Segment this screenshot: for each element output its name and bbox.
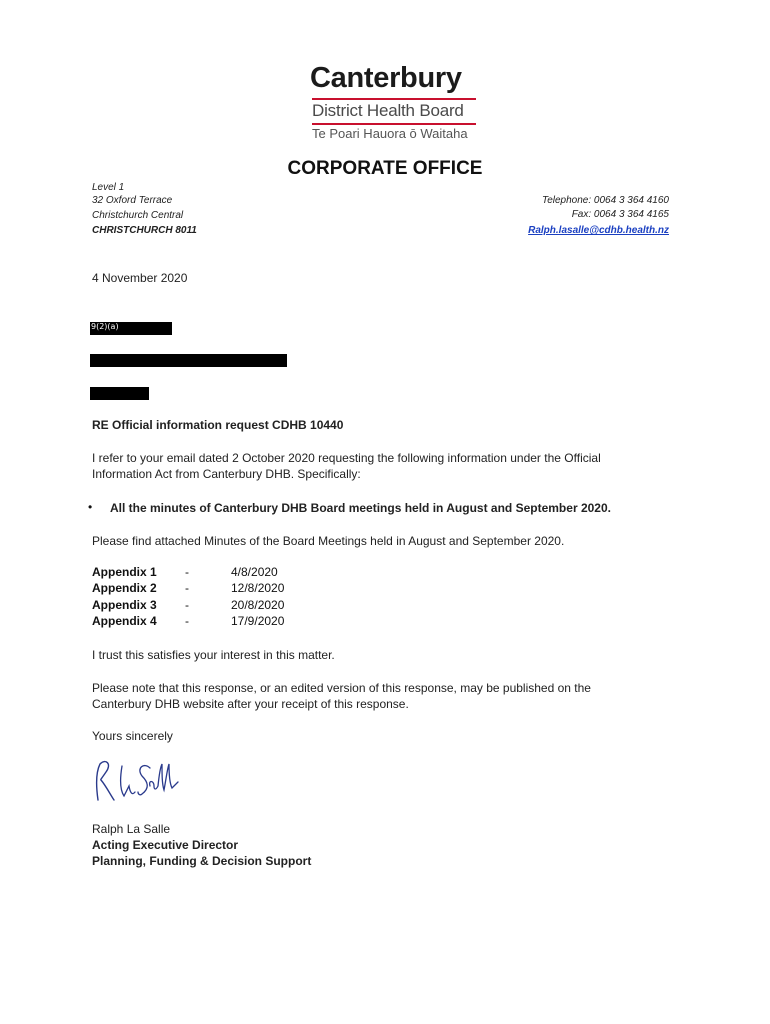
bullet-icon: • xyxy=(88,500,93,514)
appendix-date: 17/9/2020 xyxy=(231,614,285,628)
logo-name: Canterbury xyxy=(310,62,462,94)
page-title: CORPORATE OFFICE xyxy=(287,158,483,179)
address-line-2: 32 Oxford Terrace xyxy=(92,195,173,206)
trust-line: I trust this satisfies your interest in this matter. xyxy=(92,648,335,662)
appendix-dash: - xyxy=(185,581,189,595)
closing: Yours sincerely xyxy=(92,729,173,743)
appendix-label: Appendix 1 xyxy=(92,565,157,579)
telephone: Telephone: 0064 3 364 4160 xyxy=(542,195,669,206)
logo-divider-top xyxy=(312,98,476,100)
address-line-1: Level 1 xyxy=(92,182,125,193)
appendix-date: 4/8/2020 xyxy=(231,565,278,579)
request-item: All the minutes of Canterbury DHB Board meetings held in August and September 2020. xyxy=(110,501,611,515)
appendix-label: Appendix 4 xyxy=(92,614,157,628)
signatory-department: Planning, Funding & Decision Support xyxy=(92,854,312,868)
redaction-label: 9(2)(a) xyxy=(91,322,119,331)
signatory-name: Ralph La Salle xyxy=(92,822,171,836)
appendix-date: 12/8/2020 xyxy=(231,581,285,595)
address-line-3: Christchurch Central xyxy=(92,210,184,221)
appendix-label: Appendix 3 xyxy=(92,598,157,612)
redaction-box-2 xyxy=(90,354,287,367)
appendix-dash: - xyxy=(185,598,189,612)
fax: Fax: 0064 3 364 4165 xyxy=(571,209,669,220)
signatory-title: Acting Executive Director xyxy=(92,838,239,852)
logo-maori-name: Te Poari Hauora ō Waitaha xyxy=(312,126,468,141)
intro-line-2: Information Act from Canterbury DHB. Specifically: xyxy=(92,467,361,481)
address-line-4: CHRISTCHURCH 8011 xyxy=(92,225,197,236)
redaction-box-1 xyxy=(90,322,172,335)
appendix-dash: - xyxy=(185,614,189,628)
attached-note: Please find attached Minutes of the Board Meetings held in August and September 2020. xyxy=(92,534,565,548)
logo-divider-bottom xyxy=(312,123,476,125)
publish-note-line-2: Canterbury DHB website after your receipt of this response. xyxy=(92,697,409,711)
appendix-label: Appendix 2 xyxy=(92,581,157,595)
appendix-dash: - xyxy=(185,565,189,579)
publish-note-line-1: Please note that this response, or an edited version of this response, may be published on the xyxy=(92,681,591,695)
redaction-box-3 xyxy=(90,387,149,400)
letter-date: 4 November 2020 xyxy=(92,271,188,285)
appendix-date: 20/8/2020 xyxy=(231,598,285,612)
logo-subtitle: District Health Board xyxy=(312,101,464,120)
signature-image xyxy=(92,756,182,806)
intro-line-1: I refer to your email dated 2 October 2020 requesting the following information under the Official xyxy=(92,451,601,465)
subject-line: RE Official information request CDHB 10440 xyxy=(92,418,344,432)
email-link[interactable]: Ralph.lasalle@cdhb.health.nz xyxy=(528,225,669,236)
